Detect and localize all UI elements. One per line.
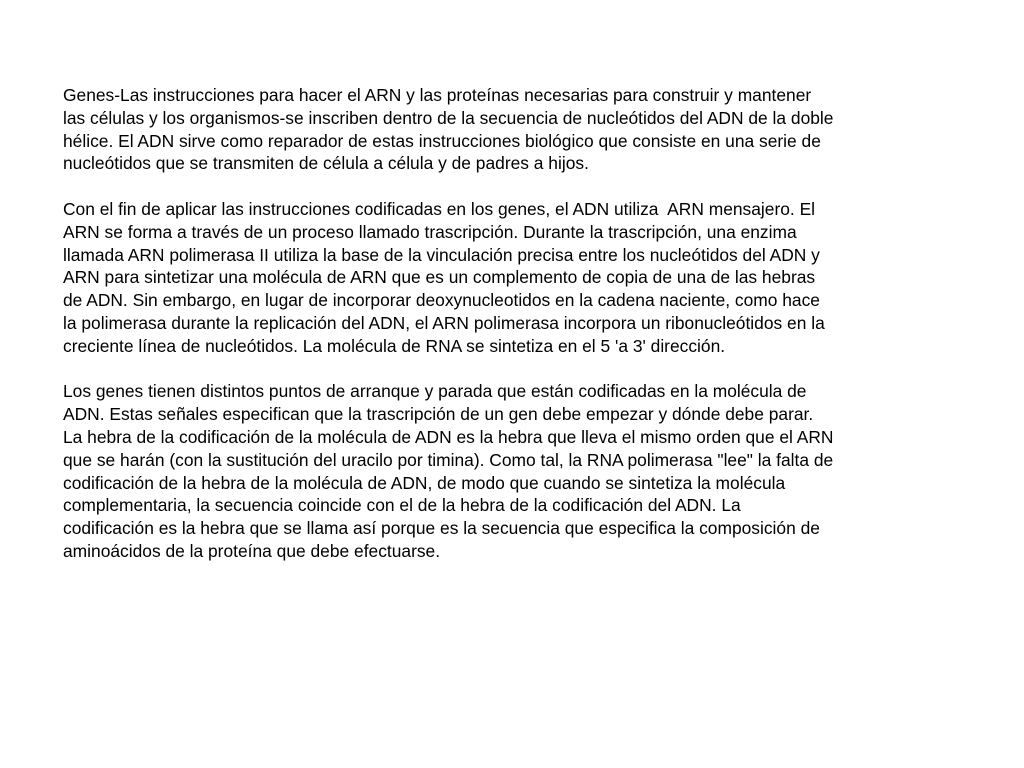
text-line: hélice. El ADN sirve como reparador de estas instrucciones biológico que consiste en una serie de xyxy=(63,130,821,151)
text-line: aminoácidos de la proteína que debe efectuarse. xyxy=(63,540,441,561)
text-line: Los genes tienen distintos puntos de arranque y parada que están codificadas en la molécula de xyxy=(63,381,807,402)
text-line: complementaria, la secuencia coincide con el de la hebra de la codificación del ADN. La xyxy=(63,495,741,516)
text-line: llamada ARN polimerasa II utiliza la base de la vinculación precisa entre los nucleótidos del ADN y xyxy=(63,244,820,265)
text-line: que se harán (con la sustitución del uracilo por timina). Como tal, la RNA polimerasa "lee" la falta de xyxy=(63,449,834,470)
text-line: Con el fin de aplicar las instrucciones codificadas en los genes, el ADN utiliza ARN mensajero. El xyxy=(63,198,816,219)
paragraph-transcription xyxy=(63,198,945,358)
text-line: ADN. Estas señales especifican que la trascripción de un gen debe empezar y dónde debe parar. xyxy=(63,404,814,425)
text-line: La hebra de la codificación de la molécula de ADN es la hebra que lleva el mismo orden que el ARN xyxy=(63,426,834,447)
text-line: creciente línea de nucleótidos. La molécula de RNA se sintetiza en el 5 'a 3' dirección. xyxy=(63,335,726,356)
paragraph-spacer xyxy=(63,358,945,381)
paragraph-start-stop-points xyxy=(63,380,945,562)
text-line: ARN para sintetizar una molécula de ARN que es un complemento de copia de una de las hebras xyxy=(63,267,816,288)
paragraph-genes-intro xyxy=(63,84,945,175)
text-line: ARN se forma a través de un proceso llamado trascripción. Durante la trascripción, una enzima xyxy=(63,221,797,242)
body-text xyxy=(63,84,945,563)
text-line: nucleótidos que se transmiten de célula a célula y de padres a hijos. xyxy=(63,153,589,174)
text-line: Genes-Las instrucciones para hacer el ARN y las proteínas necesarias para construir y mantener xyxy=(63,85,812,105)
text-line: las células y los organismos-se inscriben dentro de la secuencia de nucleótidos del ADN de la doble xyxy=(63,107,834,128)
text-line: codificación es la hebra que se llama así porque es la secuencia que especifica la composición de xyxy=(63,518,820,539)
text-line: la polimerasa durante la replicación del ADN, el ARN polimerasa incorpora un ribonucleótidos en la xyxy=(63,312,825,333)
paragraph-spacer xyxy=(63,175,945,198)
text-line: codificación de la hebra de la molécula de ADN, de modo que cuando se sintetiza la molécula xyxy=(63,472,786,493)
text-line: de ADN. Sin embargo, en lugar de incorporar deoxynucleotidos en la cadena naciente, como hace xyxy=(63,290,820,311)
